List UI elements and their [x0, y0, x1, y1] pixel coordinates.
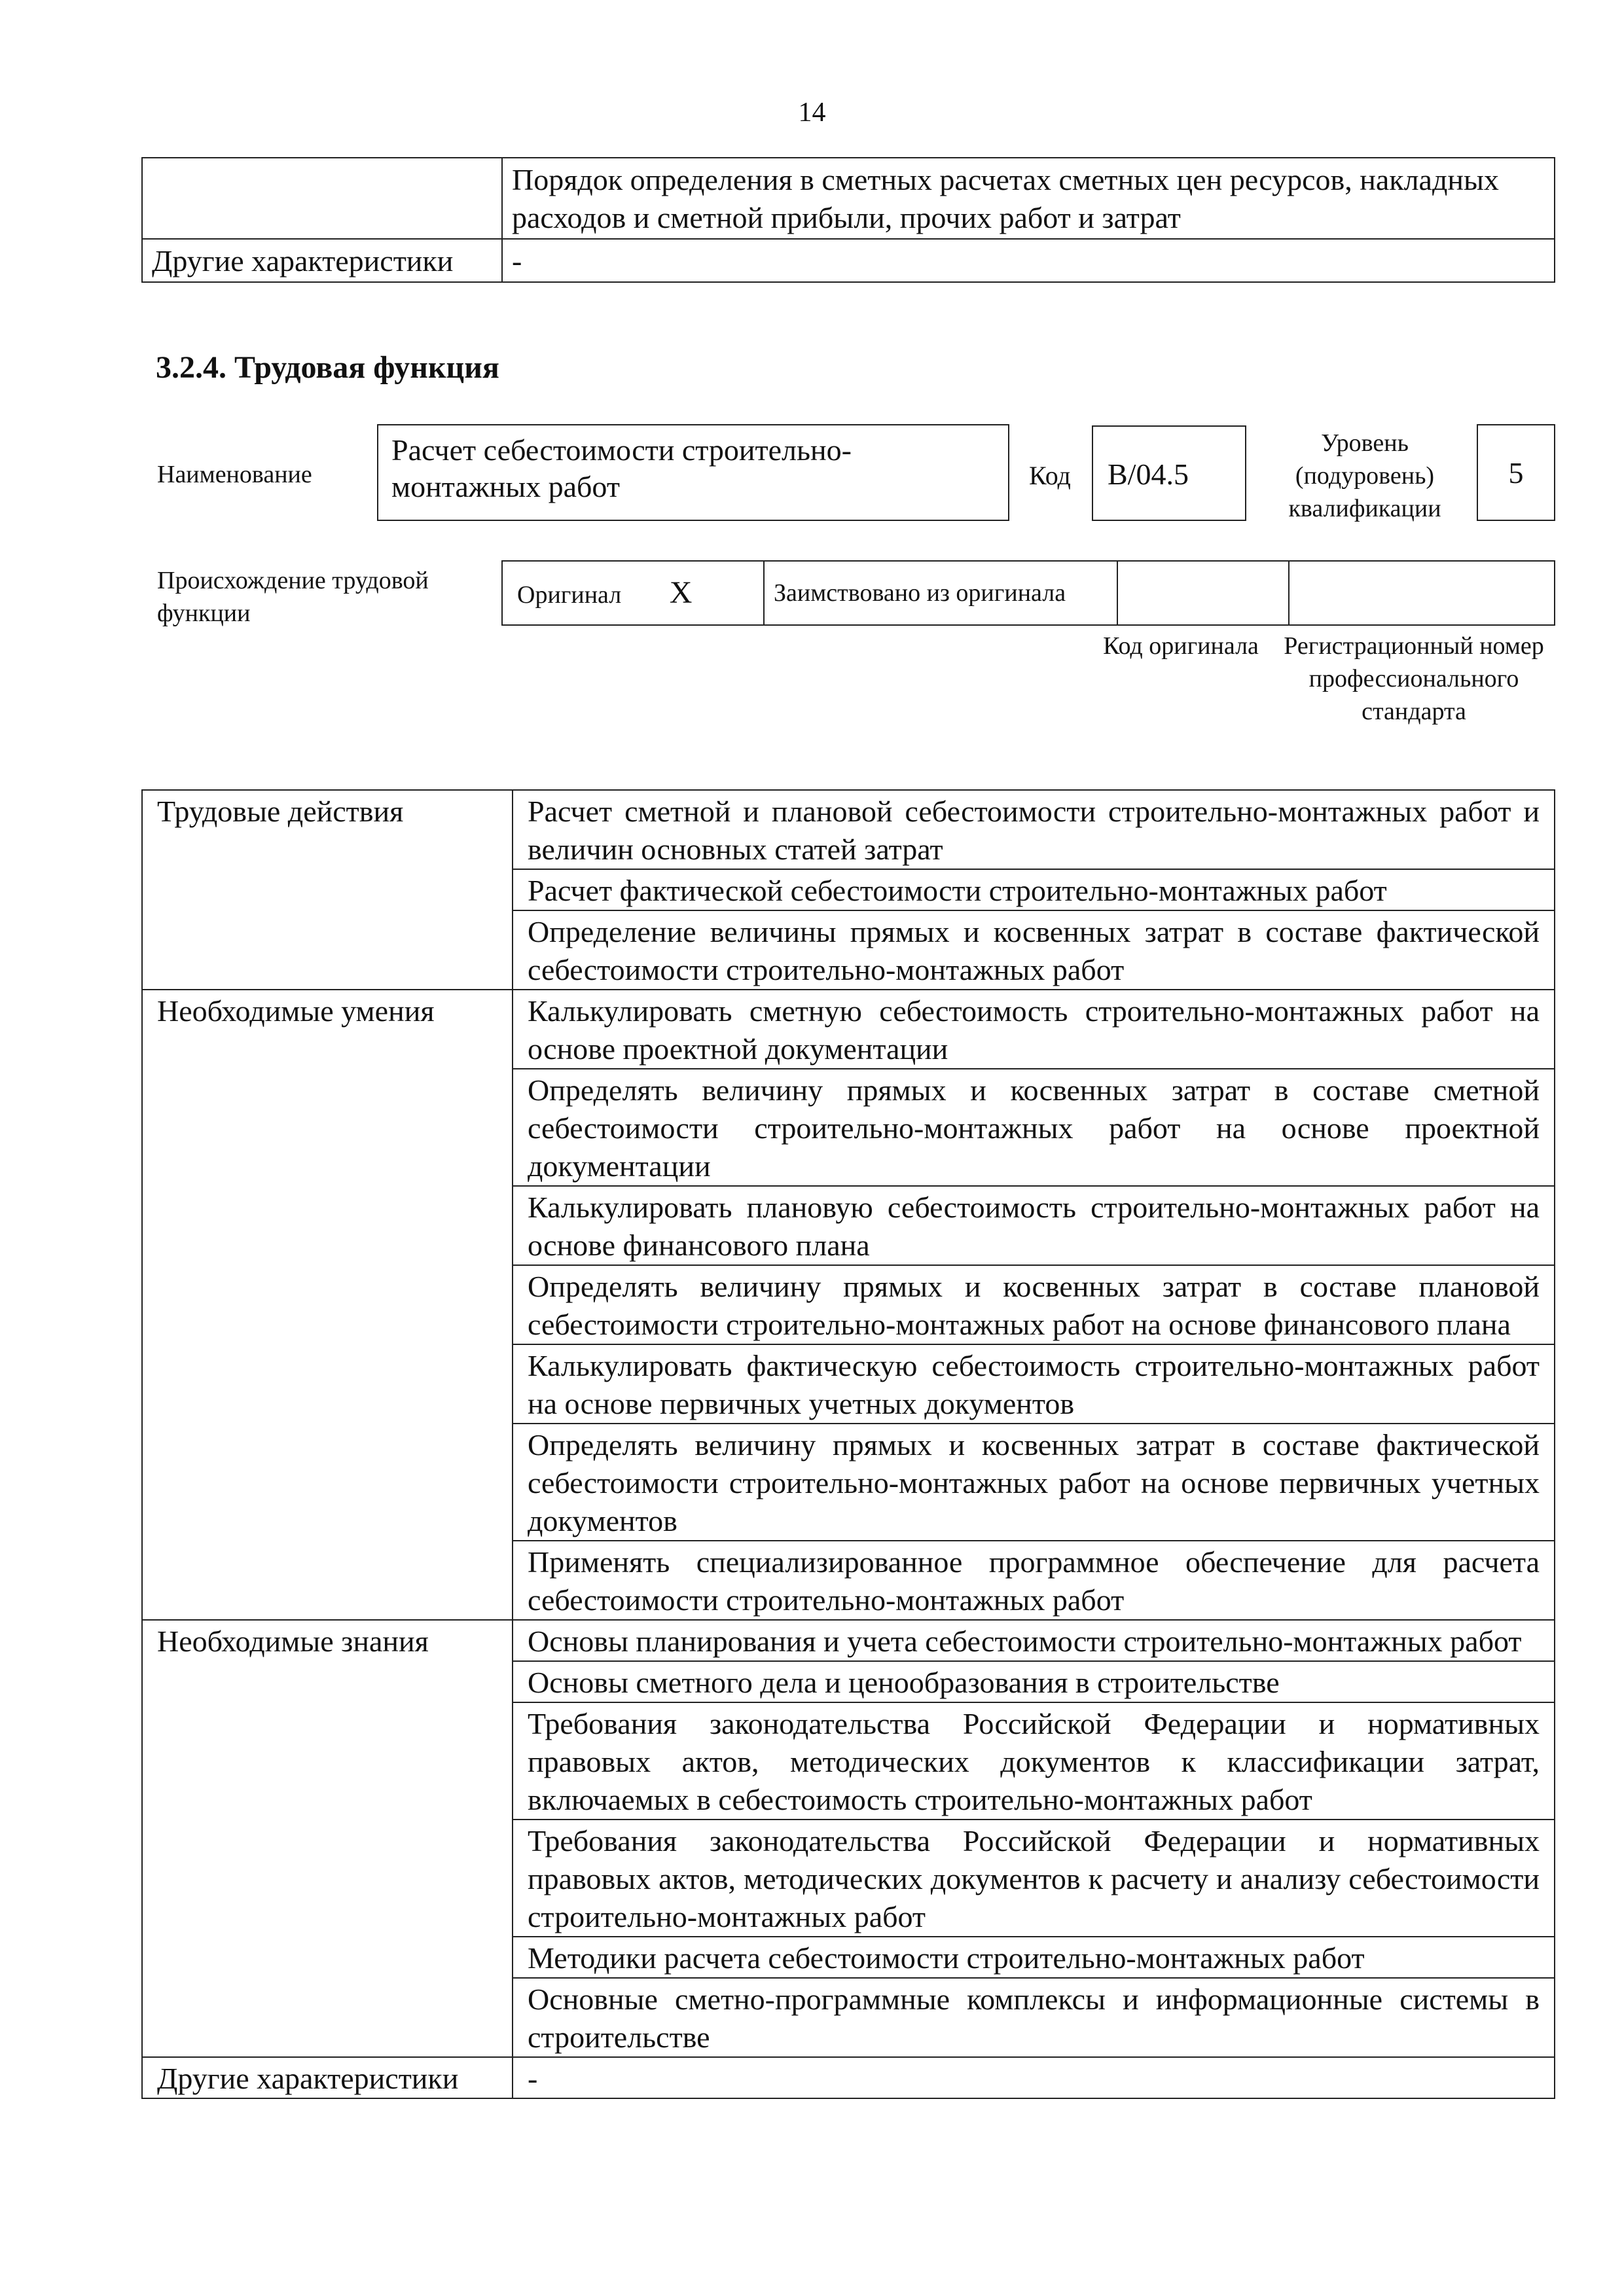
section-title: 3.2.4. Трудовая функция — [156, 350, 499, 385]
borrowed-label: Заимствовано из оригинала — [764, 561, 1117, 625]
original-mark: X — [669, 575, 693, 610]
list-item: Определение величины прямых и косвенных затрат в составе фактической себестоимости строительно-монтажных работ — [513, 910, 1555, 990]
code-label: Код — [1029, 461, 1071, 490]
level-value: 5 — [1477, 424, 1555, 521]
table-row — [142, 790, 1555, 869]
reg-caption: Регистрационный номер профессионального стандарта — [1284, 632, 1544, 725]
origin-table — [501, 560, 1555, 626]
original-cell — [502, 561, 764, 625]
list-item: Определять величину прямых и косвенных затрат в составе фактической себестоимости строительно-монтажных работ на основе первичных учетных документов — [513, 1424, 1555, 1541]
code-caption: Код оригинала — [1103, 632, 1259, 660]
list-item: Основы сметного дела и ценообразования в строительстве — [513, 1661, 1555, 1702]
list-item: Основные сметно-программные комплексы и информационные системы в строительстве — [513, 1978, 1555, 2057]
main-table — [141, 789, 1555, 2099]
group-label: Трудовые действия — [142, 790, 513, 990]
list-item: Требования законодательства Российской Федерации и нормативных правовых актов, методических документов к классификации затрат, включаемых в себестоимость строительно-монтажных работ — [513, 1702, 1555, 1820]
row-label — [142, 158, 502, 239]
origin-code-cell — [1117, 561, 1289, 625]
origin-reg-cell — [1289, 561, 1555, 625]
code-value: B/04.5 — [1092, 425, 1246, 521]
list-item: Калькулировать плановую себестоимость строительно-монтажных работ на основе финансового плана — [513, 1186, 1555, 1265]
table-row — [142, 2057, 1555, 2098]
name-value: Расчет себестоимости строительно-монтажных работ — [377, 424, 1009, 521]
level-label: Уровень (подуровень) квалификации — [1288, 429, 1441, 522]
name-label: Наименование — [157, 461, 312, 488]
list-item: Определять величину прямых и косвенных затрат в составе плановой себестоимости строительно-монтажных работ на основе финансового плана — [513, 1265, 1555, 1344]
row-value: Порядок определения в сметных расчетах сметных цен ресурсов, накладных расходов и сметной прибыли, прочих работ и затрат — [502, 158, 1555, 239]
table-row — [142, 990, 1555, 1069]
list-item: - — [513, 2057, 1555, 2098]
table-row — [142, 158, 1555, 239]
list-item: Применять специализированное программное обеспечение для расчета себестоимости строительно-монтажных работ — [513, 1541, 1555, 1620]
group-label: Необходимые умения — [142, 990, 513, 1620]
origin-label: Происхождение трудовой функции — [157, 567, 429, 627]
list-item: Калькулировать фактическую себестоимость строительно-монтажных работ на основе первичных учетных документов — [513, 1344, 1555, 1424]
list-item: Методики расчета себестоимости строительно-монтажных работ — [513, 1937, 1555, 1978]
group-label: Другие характеристики — [142, 2057, 513, 2098]
list-item: Требования законодательства Российской Федерации и нормативных правовых актов, методических документов к расчету и анализу себестоимости строительно-монтажных работ — [513, 1820, 1555, 1937]
list-item: Калькулировать сметную себестоимость строительно-монтажных работ на основе проектной документации — [513, 990, 1555, 1069]
top-table — [141, 157, 1555, 283]
group-label: Необходимые знания — [142, 1620, 513, 2057]
row-label: Другие характеристики — [142, 239, 502, 282]
table-row — [502, 561, 1555, 625]
table-row — [142, 239, 1555, 282]
table-row — [142, 1620, 1555, 1661]
page-number: 14 — [798, 98, 826, 128]
list-item: Определять величину прямых и косвенных затрат в составе сметной себестоимости строительно-монтажных работ на основе проектной документации — [513, 1069, 1555, 1186]
list-item: Расчет сметной и плановой себестоимости строительно-монтажных работ и величин основных статей затрат — [513, 790, 1555, 869]
list-item: Расчет фактической себестоимости строительно-монтажных работ — [513, 869, 1555, 910]
original-label: Оригинал — [517, 581, 622, 609]
list-item: Основы планирования и учета себестоимости строительно-монтажных работ — [513, 1620, 1555, 1661]
row-value: - — [502, 239, 1555, 282]
